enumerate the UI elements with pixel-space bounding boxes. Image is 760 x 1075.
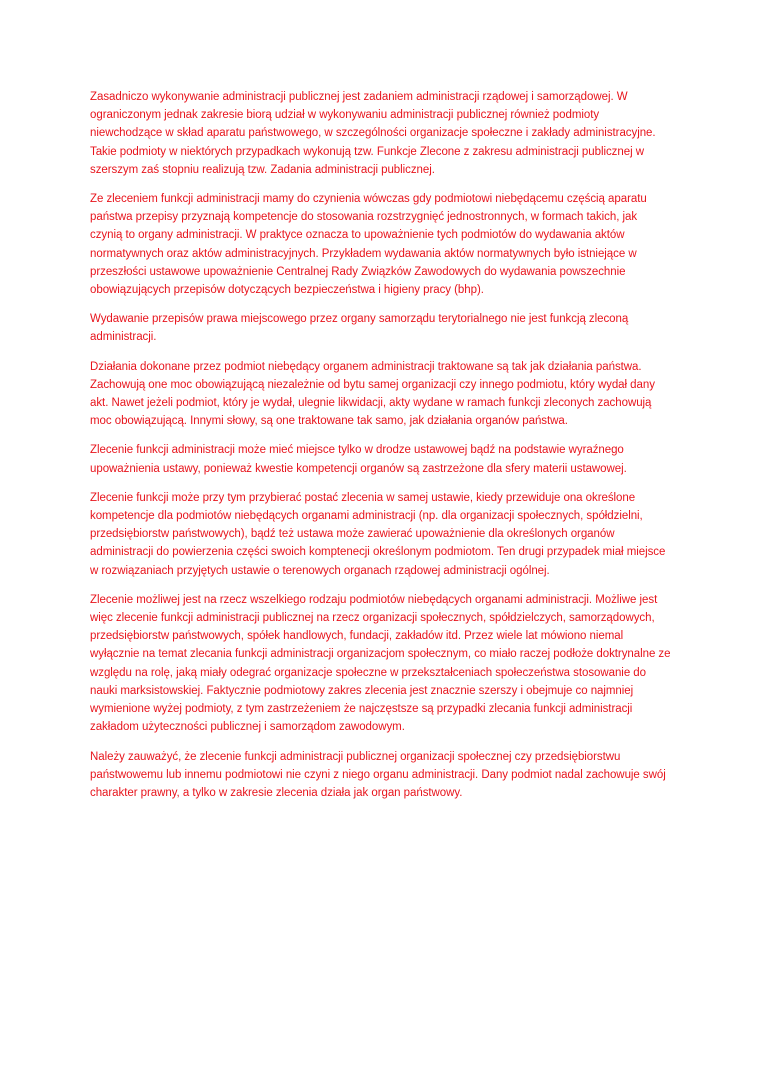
paragraph-8: Należy zauważyć, że zlecenie funkcji administracji publicznej organizacji społecznej czy przedsiębiorstwu państwowemu lub innemu podmiotowi nie czyni z niego organu administracji. Dany podmiot nadal zachowuje swój charakter prawny, a tylko w zakresie zlecenia działa jak organ państwowy. <box>90 750 666 799</box>
paragraph-1: Zasadniczo wykonywanie administracji publicznej jest zadaniem administracji rządowej i samorządowej. W ograniczonym jednak zakresie biorą udział w wykonywaniu administracji publicznej również podmioty niewchodzące w skład aparatu państwowego, w szczególności organizacje społeczne i zakłady administracyjne. Takie podmioty w niektórych przypadkach wykonują tzw. Funkcje Zlecone z zakresu administracji publicznej w szerszym zaś stopniu realizują tzw. Zadania administracji publicznej. <box>90 91 656 176</box>
paragraph-3: Wydawanie przepisów prawa miejscowego przez organy samorządu terytorialnego nie jest funkcją zleconą administracji. <box>90 313 629 344</box>
paragraph-6: Zlecenie funkcji może przy tym przybierać postać zlecenia w samej ustawie, kiedy przewiduje ona określone kompetencje dla podmiotów niebędących organami administracji (np. dla organizacji społecznych, spółdzielni, przedsiębiorstw państwowych), bądź też ustawa może zawierać upoważnienie dla określonych organów administracji do powierzenia części swoich komptenecji określonym podmiotom. Ten drugi przypadek miał miejsce w rozwiązaniach przyjętych ustawie o terenowych organach rządowej administracji ogólnej. <box>90 491 666 577</box>
paragraph-5: Zlecenie funkcji administracji może mieć miejsce tylko w drodze ustawowej bądź na podstawie wyraźnego upoważnienia ustawy, ponieważ kwestie kompetencji organów są zastrzeżone dla sfery materii ustawowej. <box>90 444 627 475</box>
paragraph-2: Ze zleceniem funkcji administracji mamy do czynienia wówczas gdy podmiotowi niebędącemu częścią aparatu państwa przepisy przyznają kompetencje do stosowania rozstrzygnięć jednostronnych, w formach takich, jak czynią to organy administracji. W praktyce oznacza to upoważnienie tych podmiotów do wydawania aktów normatywnych oraz aktów administracyjnych. Przykładem wydawania aktów normatywnych było istniejące w przeszłości ustawowe upoważnienie Centralnej Rady Związków Zawodowych do wydawania powszechnie obowiązujących przepisów dotyczących bezpieczeństwa i higieny pracy (bhp). <box>90 193 647 297</box>
paragraph-4: Działania dokonane przez podmiot niebędący organem administracji traktowane są tak jak działania państwa. Zachowują one moc obowiązującą niezależnie od bytu samej organizacji czy innego podmiotu, który wydał dany akt. Nawet jeżeli podmiot, który je wydał, ulegnie likwidacji, akty wydane w ramach funkcji zleconych zachowują moc obowiązującą. Innymi słowy, są one traktowane tak samo, jak działania organów państwa. <box>90 360 655 428</box>
paragraph-7: Zlecenie możliwej jest na rzecz wszelkiego rodzaju podmiotów niebędących organami administracji. Możliwe jest więc zlecenie funkcji administracji publicznej na rzecz organizacji społecznych, spółdzielczych, samorządowych, przedsiębiorstw państwowych, spółek handlowych, fundacji, zakładów itd. Przez wiele lat mówiono niemal wyłącznie na temat zlecania funkcji administracji organizacjom społecznym, co miało raczej podłoże doktrynalne ze względu na rolę, jaką miały odegrać organizacje społeczne w przekształceniach społeczeństwa stosowanie do nauki marksistowskiej. Faktycznie podmiotowy zakres zlecenia jest znacznie szerszy i obejmuje co najmniej wymienione wyżej podmioty, z tym zastrzeżeniem że najczęstsze są przypadki zlecania funkcji administracji zakładom użyteczności publicznej i samorządom zawodowym. <box>90 593 671 734</box>
